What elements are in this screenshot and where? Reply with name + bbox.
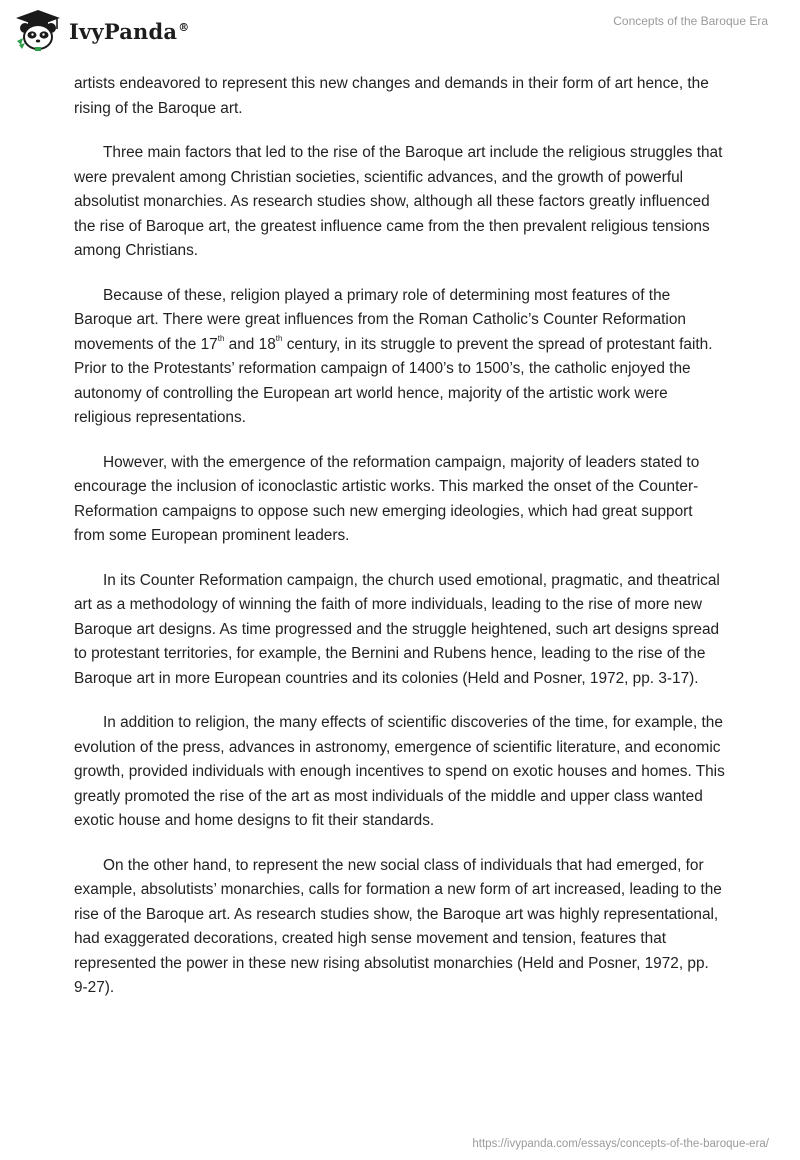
paragraph-continued: artists endeavored to represent this new changes and demands in their form of art hence, the rising of the Baroque art.	[74, 75, 709, 117]
source-url-link[interactable]: https://ivypanda.com/essays/concepts-of-the-baroque-era/	[472, 1138, 769, 1150]
brand-logo[interactable]	[13, 8, 189, 52]
paragraph: Three main factors that led to the rise of the Baroque art include the religious struggles that were prevalent among Christian societies, scientific advances, and the growth of powerful absolutist monarchies. As research studies show, although all these factors greatly influenced the rise of Baroque art, the greatest influence came from the then prevalent religious tensions among Christians.	[74, 144, 723, 259]
paragraph: In addition to religion, the many effects of scientific discoveries of the time, for example, the evolution of the press, advances in astronomy, emergence of scientific literature, and economic growth, provided individuals with enough incentives to spend on exotic houses and homes. This greatly promoted the rise of the art as most individuals of the middle and upper class wanted exotic house and home designs to fit their standards.	[74, 714, 725, 829]
document-title: Concepts of the Baroque Era	[613, 14, 768, 28]
paragraph: However, with the emergence of the reformation campaign, majority of leaders stated to encourage the inclusion of iconoclastic artistic works. This marked the onset of the Counter-Reformation campaigns to oppose such new emerging ideologies, which had great support from some European prominent leaders.	[74, 453, 700, 544]
brand-name: IvyPanda®	[69, 18, 190, 44]
superscript: th	[217, 334, 225, 344]
paragraph: In its Counter Reformation campaign, the church used emotional, pragmatic, and theatrical art as a methodology of winning the faith of more individuals, leading to the rise of more new Baroque art designs. As time progressed and the struggle heightened, such art designs spread to protestant territories, for example, the Bernini and Rubens hence, leading to the rise of the Baroque art in more European countries and its colonies (Held and Posner, 1972, pp. 3-17).	[74, 571, 720, 687]
superscript: th	[275, 334, 283, 344]
page-header	[0, 0, 800, 70]
paragraph: Because of these, religion played a primary role of determining most features of the Baroque art. There were great influences from the Roman Catholic’s Counter Reformation movements of the 17th and 18th century, in its struggle to prevent the spread of protestant faith. Prior to the Protestants’ reformation campaign of 1400’s to 1500’s, the catholic enjoyed the autonomy of controlling the European art world hence, majority of the artistic work were religious representations.	[74, 286, 713, 426]
essay-body	[74, 72, 726, 1021]
panda-graduate-icon	[13, 8, 63, 52]
paragraph: On the other hand, to represent the new social class of individuals that had emerged, for example, absolutists’ monarchies, calls for formation a new form of art increased, leading to the rise of the Baroque art. As research studies show, the Baroque art was highly representational, had exaggerated decorations, created high sense movement and tension, features that represented the power in these new rising absolutist monarchies (Held and Posner, 1972, pp. 9-27).	[74, 856, 722, 996]
